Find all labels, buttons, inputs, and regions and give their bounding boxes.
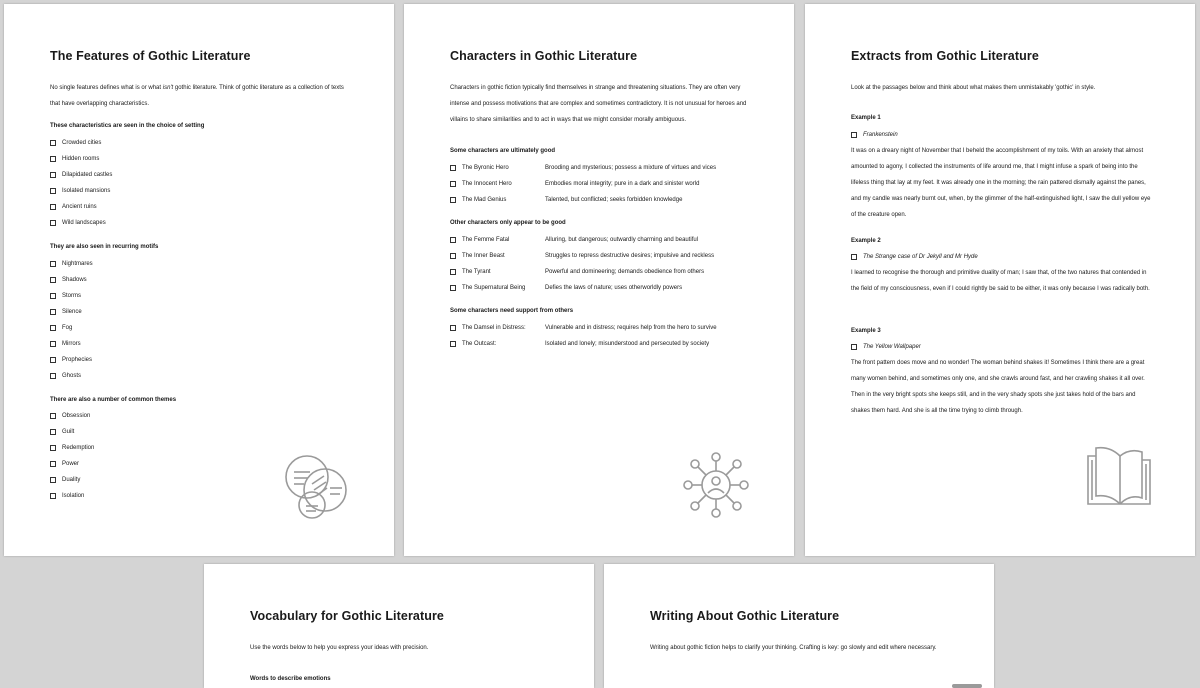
checkbox-icon [50, 445, 56, 451]
checkbox-icon [450, 325, 456, 331]
checkbox-icon [50, 373, 56, 379]
page-title: Vocabulary for Gothic Literature [250, 609, 444, 623]
person-network-icon [681, 450, 751, 520]
example-heading: Example 2 [851, 238, 881, 244]
extract-paragraph: I learned to recognise the thorough and primitive duality of man; I saw that, of the two natures that contended in the field of my consciousness, even if I could rightly be said to be either, it was only because I was radically both. [851, 270, 1150, 292]
list-item: Isolated mansions [50, 186, 110, 196]
list-item: The Innocent Hero Embodies moral integrity; pure in a dark and sinister world [450, 179, 512, 189]
checkbox-icon [450, 341, 456, 347]
checkbox-icon [50, 261, 56, 267]
list-item: Shadows [50, 275, 87, 285]
list-item: The Byronic Hero Brooding and mysterious; possess a mixture of virtues and vices [450, 163, 509, 173]
source-item: The Strange case of Dr Jekyll and Mr Hyde [851, 252, 978, 262]
section-heading: Some characters are ultimately good [450, 148, 556, 154]
checkbox-icon [851, 344, 857, 350]
intro-paragraph: Use the words below to help you express your ideas with precision. [250, 645, 429, 651]
example-heading: Example 1 [851, 115, 881, 121]
source-item: The Yellow Wallpaper [851, 342, 921, 352]
intro-paragraph: Characters in gothic fiction typically find themselves in strange and threatening situations. They are often very intense and possess motivations that are complex and sometimes contradictory. It is not unusual for heroes and villains to share similarities and to act in ways that we might consider morally ambiguous. [450, 85, 747, 123]
section-heading: Other characters only appear to be good [450, 220, 566, 226]
intro-paragraph: Look at the passages below and think about what makes them unmistakably 'gothic' in style. [851, 85, 1096, 91]
checkbox-icon [50, 277, 56, 283]
venn-diagram-icon [282, 452, 352, 522]
list-item: Storms [50, 291, 81, 301]
page-characters [404, 4, 794, 556]
checkbox-icon [50, 204, 56, 210]
page-writing [604, 564, 994, 688]
page-title: Characters in Gothic Literature [450, 49, 638, 63]
list-item: Nightmares [50, 259, 93, 269]
example-heading: Example 3 [851, 328, 881, 334]
source-item: Frankenstein [851, 130, 898, 140]
checkbox-icon [50, 325, 56, 331]
list-item: Power [50, 459, 79, 469]
list-item: The Inner Beast Struggles to repress destructive desires; impulsive and reckless [450, 251, 505, 261]
checkbox-icon [450, 253, 456, 259]
extract-paragraph: It was on a dreary night of November that I beheld the accomplishment of my toils. With an anxiety that almost amounted to agony, I collected the instruments of life around me, that I might infuse a spark of being into the lifeless thing that lay at my feet. It was already one in the morning; the rain pattered dismally against the panes, and my candle was nearly burnt out, when, by the glimmer of the half-extinguished light, I saw the dull yellow eye of the creature open. [851, 148, 1151, 218]
checkbox-icon [50, 220, 56, 226]
page-vocabulary [204, 564, 594, 688]
checkbox-icon [50, 140, 56, 146]
open-book-icon [1084, 442, 1156, 512]
list-item: Silence [50, 307, 82, 317]
list-item: The Femme Fatal Alluring, but dangerous; outwardly charming and beautiful [450, 235, 509, 245]
list-item: Isolation [50, 491, 84, 501]
list-item: Crowded cities [50, 138, 101, 148]
section-heading: They are also seen in recurring motifs [50, 244, 159, 250]
section-heading: There are also a number of common themes [50, 397, 177, 403]
page-title: Extracts from Gothic Literature [851, 49, 1039, 63]
page-title: Writing About Gothic Literature [650, 609, 840, 623]
list-item: Obsession [50, 411, 90, 421]
checkbox-icon [450, 285, 456, 291]
checkbox-icon [50, 309, 56, 315]
checkbox-icon [450, 181, 456, 187]
checkbox-icon [50, 413, 56, 419]
checkbox-icon [50, 461, 56, 467]
list-item: The Supernatural Being Defies the laws of nature; uses otherworldly powers [450, 283, 525, 293]
list-item: Dilapidated castles [50, 170, 112, 180]
section-heading: These characteristics are seen in the choice of setting [50, 123, 205, 129]
checkbox-icon [50, 493, 56, 499]
list-item: Redemption [50, 443, 94, 453]
checkbox-icon [50, 156, 56, 162]
checkbox-icon [851, 132, 857, 138]
checkbox-icon [50, 477, 56, 483]
page-title: The Features of Gothic Literature [50, 49, 251, 63]
page-features [4, 4, 394, 556]
list-item: The Damsel in Distress: Vulnerable and in distress; requires help from the hero to survive [450, 323, 526, 333]
list-item: Duality [50, 475, 80, 485]
list-item: The Outcast: Isolated and lonely; misunderstood and persecuted by society [450, 339, 496, 349]
checkbox-icon [50, 188, 56, 194]
checkbox-icon [50, 357, 56, 363]
list-item: The Mad Genius Talented, but conflicted; seeks forbidden knowledge [450, 195, 506, 205]
checkbox-icon [851, 254, 857, 260]
checkbox-icon [450, 269, 456, 275]
list-item: Wild landscapes [50, 218, 106, 228]
checkbox-icon [450, 237, 456, 243]
extract-paragraph: The front pattern does move and no wonder! The woman behind shakes it! Sometimes I think there are a great many women behind, and sometimes only one, and she crawls around fast, and her crawling shakes it all over. Then in the very bright spots she keeps still, and in the very shady spots she just takes hold of the bars and shakes them hard. And she is all the time trying to climb through. [851, 360, 1145, 414]
list-item: The Tyrant Powerful and domineering; demands obedience from others [450, 267, 491, 277]
checkbox-icon [50, 293, 56, 299]
list-item: Ancient ruins [50, 202, 97, 212]
section-heading: Words to describe emotions [250, 676, 331, 682]
intro-paragraph: No single features defines what is or what isn't gothic literature. Think of gothic literature as a collection of texts that have overlapping characteristics. [50, 85, 344, 107]
scrollbar-thumb[interactable] [952, 684, 982, 688]
list-item: Fog [50, 323, 72, 333]
page-extracts [805, 4, 1195, 556]
list-item: Ghosts [50, 371, 81, 381]
checkbox-icon [450, 165, 456, 171]
list-item: Mirrors [50, 339, 81, 349]
list-item: Guilt [50, 427, 74, 437]
checkbox-icon [50, 341, 56, 347]
intro-paragraph: Writing about gothic fiction helps to clarify your thinking. Crafting is key: go slowly and edit where necessary. [650, 645, 937, 651]
checkbox-icon [450, 197, 456, 203]
section-heading: Some characters need support from others [450, 308, 574, 314]
checkbox-icon [50, 172, 56, 178]
list-item: Prophecies [50, 355, 92, 365]
list-item: Hidden rooms [50, 154, 99, 164]
checkbox-icon [50, 429, 56, 435]
